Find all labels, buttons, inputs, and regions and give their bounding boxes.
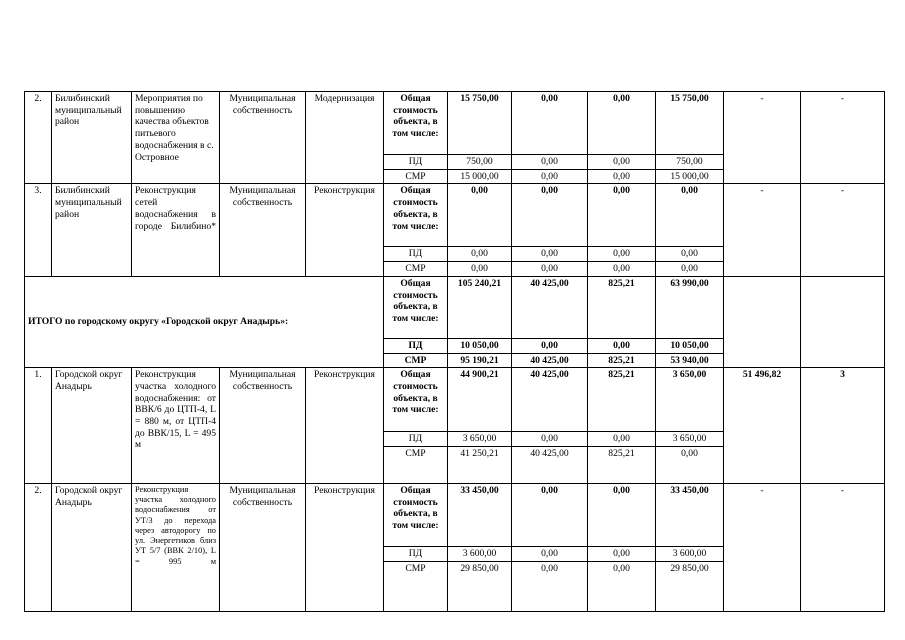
event-description: Реконструкция сетей водоснабжения в городе Билибино* — [132, 184, 220, 276]
smr-label: СМР — [384, 169, 448, 184]
total-value: 44 900,21 — [448, 368, 512, 432]
pd-value: 10 050,00 — [448, 338, 512, 353]
total-value: 0,00 — [588, 92, 656, 155]
work-type: Модернизация — [306, 92, 384, 184]
pd-value: 0,00 — [512, 155, 588, 170]
work-type: Реконструкция — [306, 368, 384, 484]
extra-value: - — [801, 184, 885, 276]
pd-value: 0,00 — [512, 432, 588, 447]
row-number: 1. — [25, 368, 52, 484]
ownership: Муниципальная собственность — [220, 483, 306, 611]
smr-label: СМР — [384, 561, 448, 611]
pd-value: 3 650,00 — [656, 432, 724, 447]
pd-value: 3 600,00 — [656, 546, 724, 561]
pd-value: 0,00 — [448, 247, 512, 262]
smr-value: 0,00 — [656, 262, 724, 277]
smr-value: 0,00 — [588, 169, 656, 184]
smr-value: 29 850,00 — [448, 561, 512, 611]
total-value: 63 990,00 — [656, 276, 724, 338]
ownership: Муниципальная собственность — [220, 92, 306, 184]
total-cost-label: Общая стоимость объекта, в том числе: — [384, 276, 448, 338]
row-number: 2. — [25, 92, 52, 184]
pd-value: 0,00 — [588, 247, 656, 262]
smr-value: 53 940,00 — [656, 353, 724, 368]
investment-table — [24, 91, 885, 612]
pd-label: ПД — [384, 247, 448, 262]
work-type: Реконструкция — [306, 184, 384, 276]
extra-value: - — [724, 92, 801, 184]
pd-value: 0,00 — [656, 247, 724, 262]
total-value: 33 450,00 — [448, 483, 512, 546]
smr-value: 0,00 — [656, 446, 724, 483]
row-number: 2. — [25, 483, 52, 611]
table-row — [25, 92, 885, 155]
district-name: Билибинский муниципальный район — [52, 92, 132, 184]
pd-value: 0,00 — [512, 338, 588, 353]
smr-label: СМР — [384, 446, 448, 483]
ownership: Муниципальная собственность — [220, 184, 306, 276]
total-value: 15 750,00 — [448, 92, 512, 155]
pd-value: 0,00 — [588, 155, 656, 170]
event-description: Реконструкция участка холодного водоснабжения от УТ/3 до перехода через автодорогу по ул. Энергетиков близ УТ 5/7 (ВВК 2/10), L = 995 м — [132, 483, 220, 611]
extra-value: - — [724, 184, 801, 276]
total-row-label: ИТОГО по городскому округу «Городской округ Анадырь»: — [25, 276, 384, 367]
empty-cell — [801, 276, 885, 367]
smr-value: 0,00 — [448, 262, 512, 277]
smr-value: 29 850,00 — [656, 561, 724, 611]
total-value: 0,00 — [588, 483, 656, 546]
smr-value: 825,21 — [588, 446, 656, 483]
total-value: 825,21 — [588, 276, 656, 338]
total-value: 0,00 — [448, 184, 512, 247]
pd-value: 750,00 — [448, 155, 512, 170]
district-name: Городской округ Анадырь — [52, 483, 132, 611]
total-value: 105 240,21 — [448, 276, 512, 338]
pd-value: 750,00 — [656, 155, 724, 170]
total-value: 40 425,00 — [512, 276, 588, 338]
smr-value: 41 250,21 — [448, 446, 512, 483]
smr-label: СМР — [384, 353, 448, 368]
extra-value: - — [801, 483, 885, 611]
smr-value: 15 000,00 — [656, 169, 724, 184]
total-value: 0,00 — [588, 184, 656, 247]
total-row — [25, 276, 885, 338]
empty-cell — [724, 276, 801, 367]
pd-label: ПД — [384, 432, 448, 447]
smr-value: 40 425,00 — [512, 353, 588, 368]
total-value: 0,00 — [656, 184, 724, 247]
smr-value: 95 190,21 — [448, 353, 512, 368]
pd-value: 3 650,00 — [448, 432, 512, 447]
total-value: 3 650,00 — [656, 368, 724, 432]
district-name: Городской округ Анадырь — [52, 368, 132, 484]
total-value: 0,00 — [512, 92, 588, 155]
event-description: Реконструкция участка холодного водоснабжения: от ВВК/6 до ЦТП-4, L = 880 м, от ЦТП-4 до ВВК/15, L = 495 м — [132, 368, 220, 484]
extra-value: - — [724, 483, 801, 611]
smr-value: 40 425,00 — [512, 446, 588, 483]
pd-label: ПД — [384, 338, 448, 353]
total-cost-label: Общая стоимость объекта, в том числе: — [384, 368, 448, 432]
extra-value: 3 — [801, 368, 885, 484]
total-value: 33 450,00 — [656, 483, 724, 546]
smr-value: 0,00 — [512, 169, 588, 184]
event-description: Мероприятия по повышению качества объектов питьевого водоснабжения в с. Островное — [132, 92, 220, 184]
extra-value: - — [801, 92, 885, 184]
extra-value: 51 496,82 — [724, 368, 801, 484]
total-cost-label: Общая стоимость объекта, в том числе: — [384, 92, 448, 155]
smr-value: 0,00 — [512, 561, 588, 611]
smr-value: 0,00 — [588, 561, 656, 611]
total-value: 40 425,00 — [512, 368, 588, 432]
pd-value: 0,00 — [588, 338, 656, 353]
table-row — [25, 184, 885, 247]
pd-value: 0,00 — [512, 247, 588, 262]
district-name: Билибинский муниципальный район — [52, 184, 132, 276]
table-row — [25, 368, 885, 432]
pd-label: ПД — [384, 546, 448, 561]
pd-label: ПД — [384, 155, 448, 170]
pd-value: 0,00 — [588, 546, 656, 561]
ownership: Муниципальная собственность — [220, 368, 306, 484]
total-cost-label: Общая стоимость объекта, в том числе: — [384, 483, 448, 546]
pd-value: 10 050,00 — [656, 338, 724, 353]
total-value: 0,00 — [512, 483, 588, 546]
smr-value: 0,00 — [512, 262, 588, 277]
smr-value: 0,00 — [588, 262, 656, 277]
table-row — [25, 483, 885, 546]
smr-value: 825,21 — [588, 353, 656, 368]
total-value: 825,21 — [588, 368, 656, 432]
pd-value: 0,00 — [588, 432, 656, 447]
pd-value: 3 600,00 — [448, 546, 512, 561]
pd-value: 0,00 — [512, 546, 588, 561]
smr-value: 15 000,00 — [448, 169, 512, 184]
total-value: 15 750,00 — [656, 92, 724, 155]
row-number: 3. — [25, 184, 52, 276]
smr-label: СМР — [384, 262, 448, 277]
total-cost-label: Общая стоимость объекта, в том числе: — [384, 184, 448, 247]
total-value: 0,00 — [512, 184, 588, 247]
work-type: Реконструкция — [306, 483, 384, 611]
